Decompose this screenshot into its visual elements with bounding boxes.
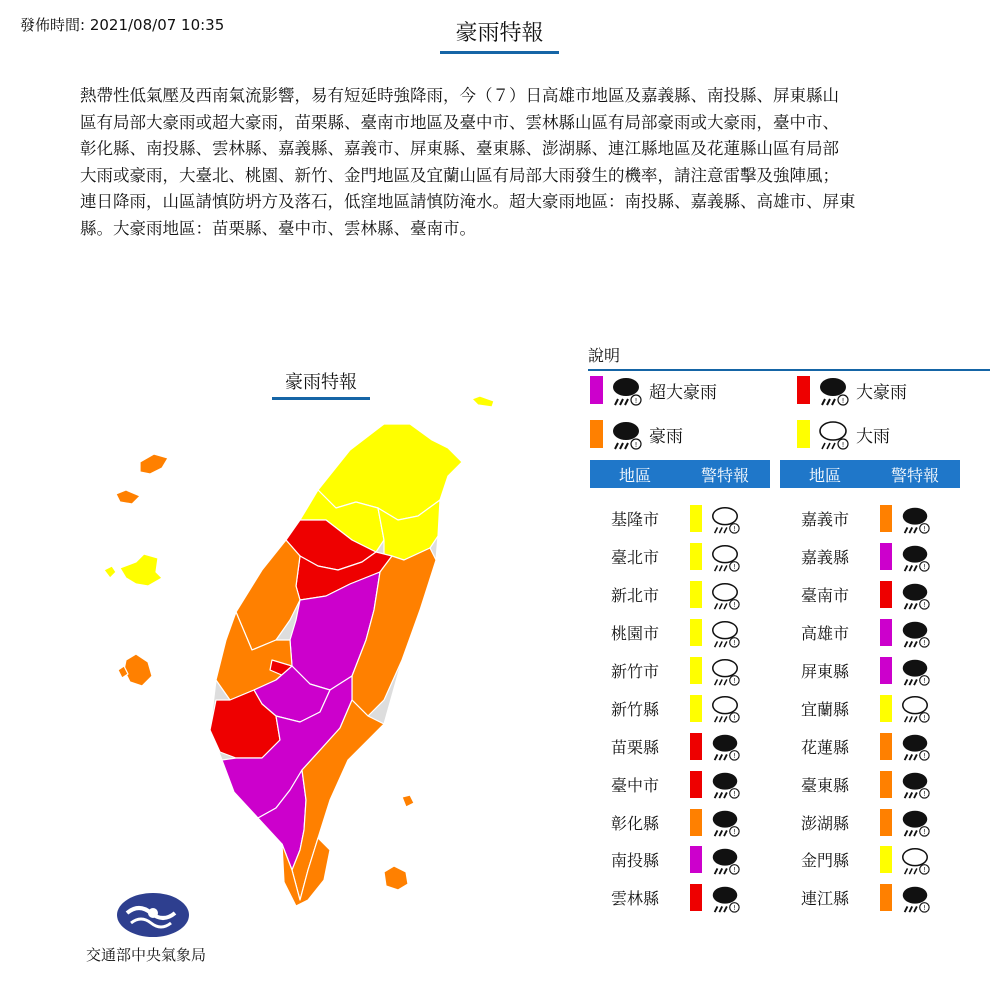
description-line: 連日降雨，山區請慎防坍方及落石，低窪地區請慎防淹水。超大豪雨地區：南投縣、嘉義縣、高雄市、屏東 xyxy=(80,192,856,211)
legend-heading: 說明 xyxy=(588,343,990,371)
table-row xyxy=(780,727,960,765)
map-region-lanyu xyxy=(384,866,408,890)
table-header xyxy=(780,460,960,488)
legend-label: 豪雨 xyxy=(649,426,683,447)
warning-level-swatch xyxy=(880,657,892,684)
warning-cell xyxy=(870,806,931,838)
svg-text:!: ! xyxy=(923,676,926,685)
region-name: 澎湖縣 xyxy=(800,813,849,833)
description-line: 大雨或豪雨，大臺北、桃園、新竹、金門地區及宜蘭山區有局部大雨發生的機率，請注意雷擊及強陣風； xyxy=(80,165,839,185)
legend-item-heavy-rain xyxy=(797,417,890,451)
svg-text:!: ! xyxy=(733,752,736,761)
region-name: 臺中市 xyxy=(610,775,659,795)
region-name: 苗栗縣 xyxy=(610,737,659,757)
map-mainland-base xyxy=(210,424,462,900)
warning-level-swatch xyxy=(690,733,702,760)
table-row xyxy=(590,689,770,727)
warning-cell xyxy=(680,579,741,611)
legend-swatch xyxy=(797,376,810,404)
map-region-penghu xyxy=(124,654,152,686)
warning-level-swatch xyxy=(690,543,702,570)
map-title: 豪雨特報 xyxy=(272,368,370,400)
thunder-rain-cloud-icon xyxy=(899,503,931,535)
map-region-pingtung xyxy=(258,770,306,870)
table-row xyxy=(590,765,770,803)
thunder-rain-cloud-icon xyxy=(816,373,850,407)
legend-item-super-torrential xyxy=(590,373,717,407)
table-row xyxy=(780,576,960,614)
table-row xyxy=(780,841,960,879)
map-region-tainan xyxy=(210,690,280,758)
region-name: 屏東縣 xyxy=(800,662,849,681)
thunder-rain-cloud-icon xyxy=(709,768,741,800)
map-region-changhua xyxy=(236,540,300,650)
svg-text:!: ! xyxy=(923,714,926,723)
region-name: 連江縣 xyxy=(800,889,849,909)
legend-label: 大豪雨 xyxy=(856,382,907,403)
warning-cell xyxy=(870,730,931,762)
region-name: 花蓮縣 xyxy=(800,737,849,757)
region-name: 彰化縣 xyxy=(610,813,659,833)
map-region-taitung xyxy=(292,700,384,900)
map-region-ludao xyxy=(402,795,414,807)
svg-text:!: ! xyxy=(634,397,638,405)
warning-cell xyxy=(680,503,741,535)
warning-cell xyxy=(870,503,931,535)
warning-level-swatch xyxy=(880,846,892,873)
warning-cell xyxy=(680,768,741,800)
rain-cloud-outline-icon xyxy=(709,503,741,535)
table-row xyxy=(780,879,960,917)
warning-level-swatch xyxy=(880,809,892,836)
thunder-rain-cloud-icon xyxy=(899,579,931,611)
warning-level-swatch xyxy=(690,657,702,684)
region-name: 臺南市 xyxy=(800,586,849,606)
warning-cell xyxy=(680,655,741,687)
thunder-rain-cloud-icon xyxy=(899,617,931,649)
warning-level-swatch xyxy=(880,733,892,760)
map-region-hsinchu xyxy=(300,490,384,552)
region-name: 嘉義市 xyxy=(800,510,849,530)
table-body xyxy=(780,500,960,917)
warning-level-swatch xyxy=(690,884,702,911)
warning-level-swatch xyxy=(880,884,892,911)
table-row xyxy=(780,803,960,841)
warning-cell xyxy=(680,806,741,838)
svg-text:!: ! xyxy=(841,397,845,405)
thunder-rain-cloud-icon xyxy=(609,373,643,407)
warning-description xyxy=(80,83,920,242)
legend-item-extremely-torrential xyxy=(797,373,907,407)
region-name: 南投縣 xyxy=(610,851,659,871)
svg-text:!: ! xyxy=(923,600,926,609)
warning-table-left xyxy=(590,460,770,917)
warning-level-swatch xyxy=(880,695,892,722)
region-name: 新北市 xyxy=(610,586,659,606)
region-name: 宜蘭縣 xyxy=(800,699,849,719)
description-line: 區有局部大豪雨或超大豪雨，苗栗縣、臺南市地區及臺中市、雲林縣山區有局部豪雨或大豪雨，臺中市、 xyxy=(80,112,839,132)
warning-level-swatch xyxy=(880,619,892,646)
svg-text:!: ! xyxy=(733,525,736,534)
svg-text:!: ! xyxy=(733,714,736,723)
description-line: 彰化縣、南投縣、雲林縣、嘉義縣、嘉義市、屏東縣、臺東縣、澎湖縣、連江縣地區及花蓮縣山區有局部 xyxy=(80,139,839,158)
warning-cell xyxy=(680,844,741,876)
warning-level-swatch xyxy=(690,505,702,532)
map-region-chiayi-mountain xyxy=(254,666,330,722)
svg-text:!: ! xyxy=(733,638,736,647)
warning-cell xyxy=(680,730,741,762)
rain-cloud-outline-icon xyxy=(899,692,931,724)
region-name: 高雄市 xyxy=(800,624,849,644)
description-line: 熱帶性低氣壓及西南氣流影響，易有短延時強降雨，今（７）日高雄市地區及嘉義縣、南投縣、屏東縣山 xyxy=(80,86,839,105)
svg-text:!: ! xyxy=(733,676,736,685)
warning-cell xyxy=(680,617,741,649)
thunder-rain-cloud-icon xyxy=(899,806,931,838)
svg-text:!: ! xyxy=(923,904,926,913)
map-region-kaohsiung xyxy=(222,676,352,818)
svg-text:!: ! xyxy=(923,828,926,837)
table-row xyxy=(590,803,770,841)
rain-cloud-outline-icon xyxy=(709,692,741,724)
svg-text:!: ! xyxy=(923,563,926,572)
svg-text:!: ! xyxy=(923,525,926,534)
rain-cloud-outline-icon xyxy=(709,655,741,687)
region-name: 基隆市 xyxy=(610,510,659,530)
warning-cell xyxy=(870,655,931,687)
table-row xyxy=(780,500,960,538)
warning-cell xyxy=(680,882,741,914)
map-region-pingtung-south xyxy=(282,838,330,906)
thunder-rain-cloud-icon xyxy=(899,882,931,914)
description-line: 縣。大豪雨地區：苗栗縣、臺中市、雲林縣、臺南市。 xyxy=(80,218,476,238)
column-header-warning: 警特報 xyxy=(890,465,939,485)
map-region-yunlin xyxy=(216,612,292,700)
svg-text:!: ! xyxy=(923,752,926,761)
warning-table-right xyxy=(780,460,960,917)
column-header-region: 地區 xyxy=(618,465,651,485)
table-row xyxy=(780,689,960,727)
warning-cell xyxy=(870,768,931,800)
map-region-taichung xyxy=(296,552,392,600)
legend-item-torrential xyxy=(590,417,683,451)
agency-name: 交通部中央氣象局 xyxy=(86,946,207,964)
thunder-rain-cloud-icon xyxy=(609,417,643,451)
table-row xyxy=(590,538,770,576)
warning-cell xyxy=(870,844,931,876)
map-region-yilan-mountain xyxy=(378,500,440,560)
thunder-rain-cloud-icon xyxy=(709,844,741,876)
svg-text:!: ! xyxy=(733,904,736,913)
table-row xyxy=(780,538,960,576)
table-body xyxy=(590,500,770,917)
warning-level-swatch xyxy=(690,771,702,798)
thunder-rain-cloud-icon xyxy=(709,806,741,838)
map-region-hualien xyxy=(352,548,436,716)
legend-swatch xyxy=(797,420,810,448)
legend-swatch xyxy=(590,376,603,404)
thunder-rain-cloud-icon xyxy=(899,730,931,762)
warning-cell xyxy=(870,541,931,573)
table-row xyxy=(590,652,770,690)
column-header-region: 地區 xyxy=(808,465,841,485)
table-row xyxy=(590,879,770,917)
warning-level-swatch xyxy=(690,846,702,873)
rain-cloud-outline-icon xyxy=(709,579,741,611)
table-row xyxy=(590,614,770,652)
column-header-warning: 警特報 xyxy=(700,465,749,485)
rain-cloud-outline-icon xyxy=(816,417,850,451)
region-name: 臺東縣 xyxy=(800,775,849,795)
rain-cloud-outline-icon xyxy=(709,541,741,573)
warning-cell xyxy=(870,692,931,724)
table-row xyxy=(590,841,770,879)
warning-cell xyxy=(680,541,741,573)
region-name: 雲林縣 xyxy=(610,889,659,909)
warning-level-swatch xyxy=(690,581,702,608)
region-name: 臺北市 xyxy=(610,548,659,568)
legend-label: 大雨 xyxy=(856,426,890,447)
issue-time: 發佈時間: 2021/08/07 10:35 xyxy=(20,16,225,34)
map-region-kinmen xyxy=(120,554,162,586)
map-region-miaoli xyxy=(286,520,376,570)
warning-level-swatch xyxy=(690,809,702,836)
svg-text:!: ! xyxy=(733,828,736,837)
warning-level-swatch xyxy=(880,543,892,570)
table-row xyxy=(780,614,960,652)
svg-text:!: ! xyxy=(923,638,926,647)
svg-text:!: ! xyxy=(733,600,736,609)
region-name: 桃園市 xyxy=(610,624,659,644)
svg-text:!: ! xyxy=(733,563,736,572)
svg-text:!: ! xyxy=(733,866,736,875)
rain-cloud-outline-icon xyxy=(899,844,931,876)
table-row xyxy=(780,765,960,803)
warning-cell xyxy=(870,617,931,649)
map-region-penghu-2 xyxy=(118,666,128,678)
rain-cloud-outline-icon xyxy=(709,617,741,649)
svg-text:!: ! xyxy=(923,866,926,875)
legend-swatch xyxy=(590,420,603,448)
page-title: 豪雨特報 xyxy=(440,16,559,54)
cwb-logo xyxy=(117,893,189,937)
map-region-lienchiang-2 xyxy=(116,490,140,504)
map-region-nantou xyxy=(290,572,380,690)
region-name: 新竹市 xyxy=(610,662,659,681)
warning-level-swatch xyxy=(690,695,702,722)
thunder-rain-cloud-icon xyxy=(899,655,931,687)
warning-cell xyxy=(870,882,931,914)
table-row xyxy=(590,727,770,765)
thunder-rain-cloud-icon xyxy=(899,541,931,573)
map-region-matsu xyxy=(472,396,494,407)
region-name: 金門縣 xyxy=(800,851,849,871)
table-row xyxy=(590,576,770,614)
map-region-kinmen-small xyxy=(104,566,116,578)
warning-level-swatch xyxy=(880,505,892,532)
legend-label: 超大豪雨 xyxy=(649,382,717,403)
svg-text:!: ! xyxy=(733,790,736,799)
region-name: 嘉義縣 xyxy=(800,548,849,568)
svg-text:!: ! xyxy=(923,790,926,799)
table-header xyxy=(590,460,770,488)
warning-cell xyxy=(870,579,931,611)
svg-text:!: ! xyxy=(634,441,638,449)
thunder-rain-cloud-icon xyxy=(709,882,741,914)
table-row xyxy=(780,652,960,690)
warning-level-swatch xyxy=(880,771,892,798)
map-region-yunlin-mountain xyxy=(270,660,292,676)
region-name: 新竹縣 xyxy=(610,699,659,719)
warning-level-swatch xyxy=(880,581,892,608)
table-row xyxy=(590,500,770,538)
thunder-rain-cloud-icon xyxy=(899,768,931,800)
thunder-rain-cloud-icon xyxy=(709,730,741,762)
svg-text:!: ! xyxy=(841,441,845,449)
warning-cell xyxy=(680,692,741,724)
map-region-taipei-area xyxy=(318,424,462,520)
warning-level-swatch xyxy=(690,619,702,646)
map-region-lienchiang xyxy=(140,454,168,474)
